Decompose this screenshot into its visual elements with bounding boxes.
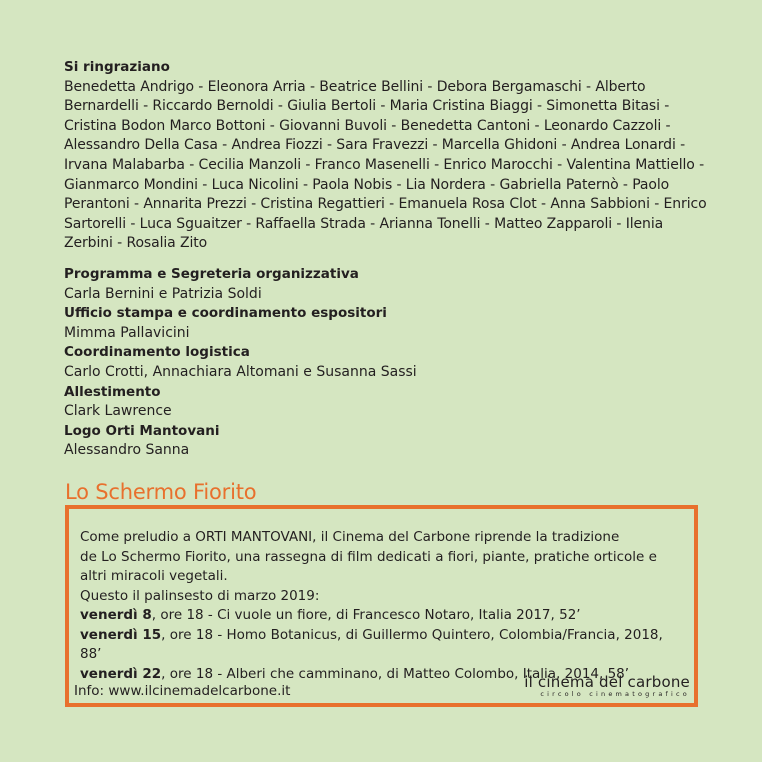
credit-person: Carla Bernini e Patrizia Soldi — [64, 285, 262, 302]
screening-item — [80, 626, 680, 665]
intro-line: Questo il palinsesto di marzo 2019: — [80, 587, 320, 604]
thanks-names: Benedetta Andrigo - Eleonora Arria - Beatrice Bellini - Debora Bergamaschi - Alberto Bernardelli - Riccardo Bernoldi - Giulia Bertoli - Maria Cristina Biaggi - Simonetta Bitasi - Cristina Bodon Marco Bottoni - Giovanni Buvoli - Benedetta Cantoni - Leonardo Cazzoli - Alessandro Della Casa - Andrea Fiozzi - Sara Fravezzi - Marcella Ghidoni - Andrea Lonardi - Irvana Malabarba - Cecilia Manzoli - Franco Masenelli - Enrico Marocchi - Valentina Mattiello - Gianmarco Mondini - Luca Nicolini - Paola Nobis - Lia Nordera - Gabriella Paternò - Paolo Perantoni - Annarita Prezzi - Cristina Regattieri - Emanuela Rosa Clot - Anna Sabbioni - Enrico Sartorelli - Luca Sguaitzer - Raffaella Strada - Arianna Tonelli - Matteo Zapparoli - Ilenia Zerbini - Rosalia Zito — [64, 78, 707, 252]
screening-day: venerdì 15 — [80, 626, 162, 643]
credit-role: Ufficio stampa e coordinamento espositori — [64, 305, 387, 322]
cinema-logo — [524, 674, 690, 699]
program-text — [80, 528, 680, 684]
credit-person: Clark Lawrence — [64, 403, 172, 420]
section-title: Lo Schermo Fiorito — [65, 480, 257, 504]
credit-role: Coordinamento logistica — [64, 344, 250, 361]
logo-subtitle: circolo cinematografico — [540, 690, 690, 698]
credit-person: Mimma Pallavicini — [64, 324, 190, 341]
credits-section — [64, 265, 714, 461]
screening-details: , ore 18 - Alberi che camminano, di Matteo Colombo, Italia, 2014, 58’ — [161, 665, 630, 682]
credit-role: Allestimento — [64, 383, 161, 400]
screening-details: , ore 18 - Homo Botanicus, di Guillermo Quintero, Colombia/Francia, 2018, 88’ — [80, 626, 663, 662]
intro-line: Come preludio a ORTI MANTOVANI, il Cinema del Carbone riprende la tradizione — [80, 529, 620, 545]
thanks-heading: Si ringraziano — [64, 59, 170, 75]
program-box — [65, 505, 698, 707]
credit-role: Logo Orti Mantovani — [64, 422, 220, 439]
credit-role: Programma e Segreteria organizzativa — [64, 266, 359, 282]
credit-person: Carlo Crotti, Annachiara Altomani e Susanna Sassi — [64, 363, 417, 380]
logo-name: il cinema del carbone — [524, 673, 690, 691]
intro-line: altri miracoli vegetali. — [80, 568, 228, 584]
thanks-section — [64, 58, 714, 254]
screening-day: venerdì 22 — [80, 665, 162, 682]
screening-item — [80, 606, 680, 626]
screening-day: venerdì 8 — [80, 607, 152, 623]
info-link[interactable]: Info: www.ilcinemadelcarbone.it — [74, 683, 291, 699]
screening-details: , ore 18 - Ci vuole un fiore, di Francesco Notaro, Italia 2017, 52’ — [151, 607, 581, 623]
intro-line: de Lo Schermo Fiorito, una rassegna di film dedicati a fiori, piante, pratiche orticole e — [80, 548, 657, 565]
credit-person: Alessandro Sanna — [64, 442, 190, 459]
